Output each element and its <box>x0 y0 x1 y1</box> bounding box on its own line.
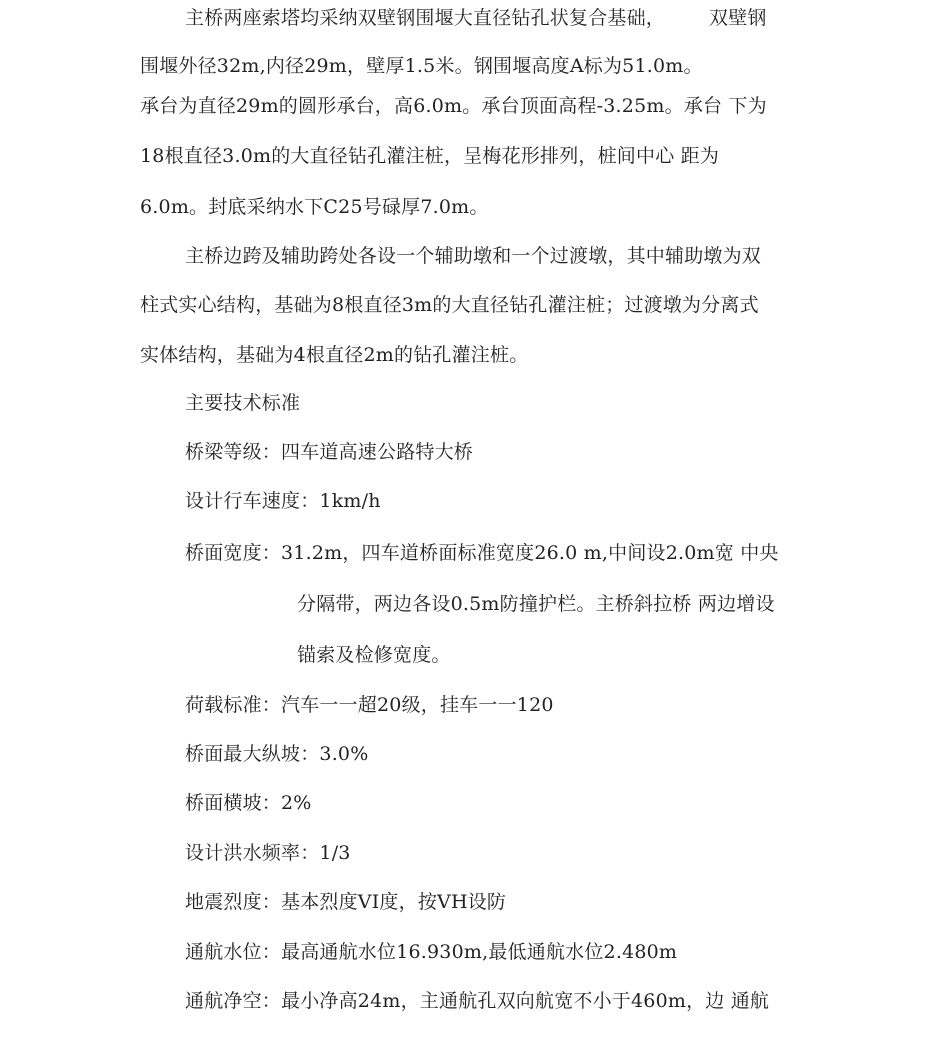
spec-item: 桥面宽度：31.2m，四车道桥面标准宽度26.0 m,中间设2.0m宽 中央 <box>185 542 779 564</box>
spec-item: 设计行车速度：1km/h <box>185 490 381 512</box>
paragraph-line: 柱式实心结构，基础为8根直径3m的大直径钻孔灌注桩；过渡墩为分离式 <box>140 294 759 316</box>
paragraph-line: 18根直径3.0m的大直径钻孔灌注桩，呈梅花形排列，桩间中心 距为 <box>140 145 720 167</box>
spec-item: 通航水位：最高通航水位16.930m,最低通航水位2.480m <box>185 941 678 963</box>
spec-item: 设计洪水频率：1/3 <box>185 842 351 864</box>
paragraph-line <box>185 4 810 32</box>
paragraph-line: 主桥边跨及辅助跨处各设一个辅助墩和一个过渡墩，其中辅助墩为双 <box>185 245 762 267</box>
text-segment: 双壁钢 <box>709 7 767 29</box>
spec-item-continuation: 锚索及检修宽度。 <box>297 644 451 666</box>
spec-item: 桥面最大纵坡：3.0% <box>185 743 369 765</box>
paragraph-line: 承台为直径29m的圆形承台，高6.0m。承台顶面高程-3.25m。承台 下为 <box>140 95 767 117</box>
paragraph-line: 围堰外径32m,内径29m，壁厚1.5米。钢围堰高度A标为51.0m。 <box>140 55 703 77</box>
spec-item: 桥面横坡：2% <box>185 792 312 814</box>
spec-item-continuation: 分隔带，两边各设0.5m防撞护栏。主桥斜拉桥 两边增设 <box>297 593 775 615</box>
spec-item: 荷载标准：汽车一一超20级，挂车一一120 <box>185 694 554 716</box>
paragraph-line: 实体结构，基础为4根直径2m的钻孔灌注桩。 <box>140 344 529 366</box>
spec-item: 通航净空：最小净高24m，主通航孔双向航宽不小于460m，边 通航 <box>185 990 770 1012</box>
paragraph-line: 6.0m。封底采纳水下C25号碌厚7.0m。 <box>140 196 489 218</box>
text-segment: 主桥两座索塔均采纳双壁钢围堰大直径钻孔状复合基础， <box>185 7 666 29</box>
section-heading: 主要技术标准 <box>185 392 301 414</box>
spec-item: 桥梁等级：四车道高速公路特大桥 <box>185 441 474 463</box>
spec-item: 地震烈度：基本烈度VI度，按VH设防 <box>185 891 507 913</box>
